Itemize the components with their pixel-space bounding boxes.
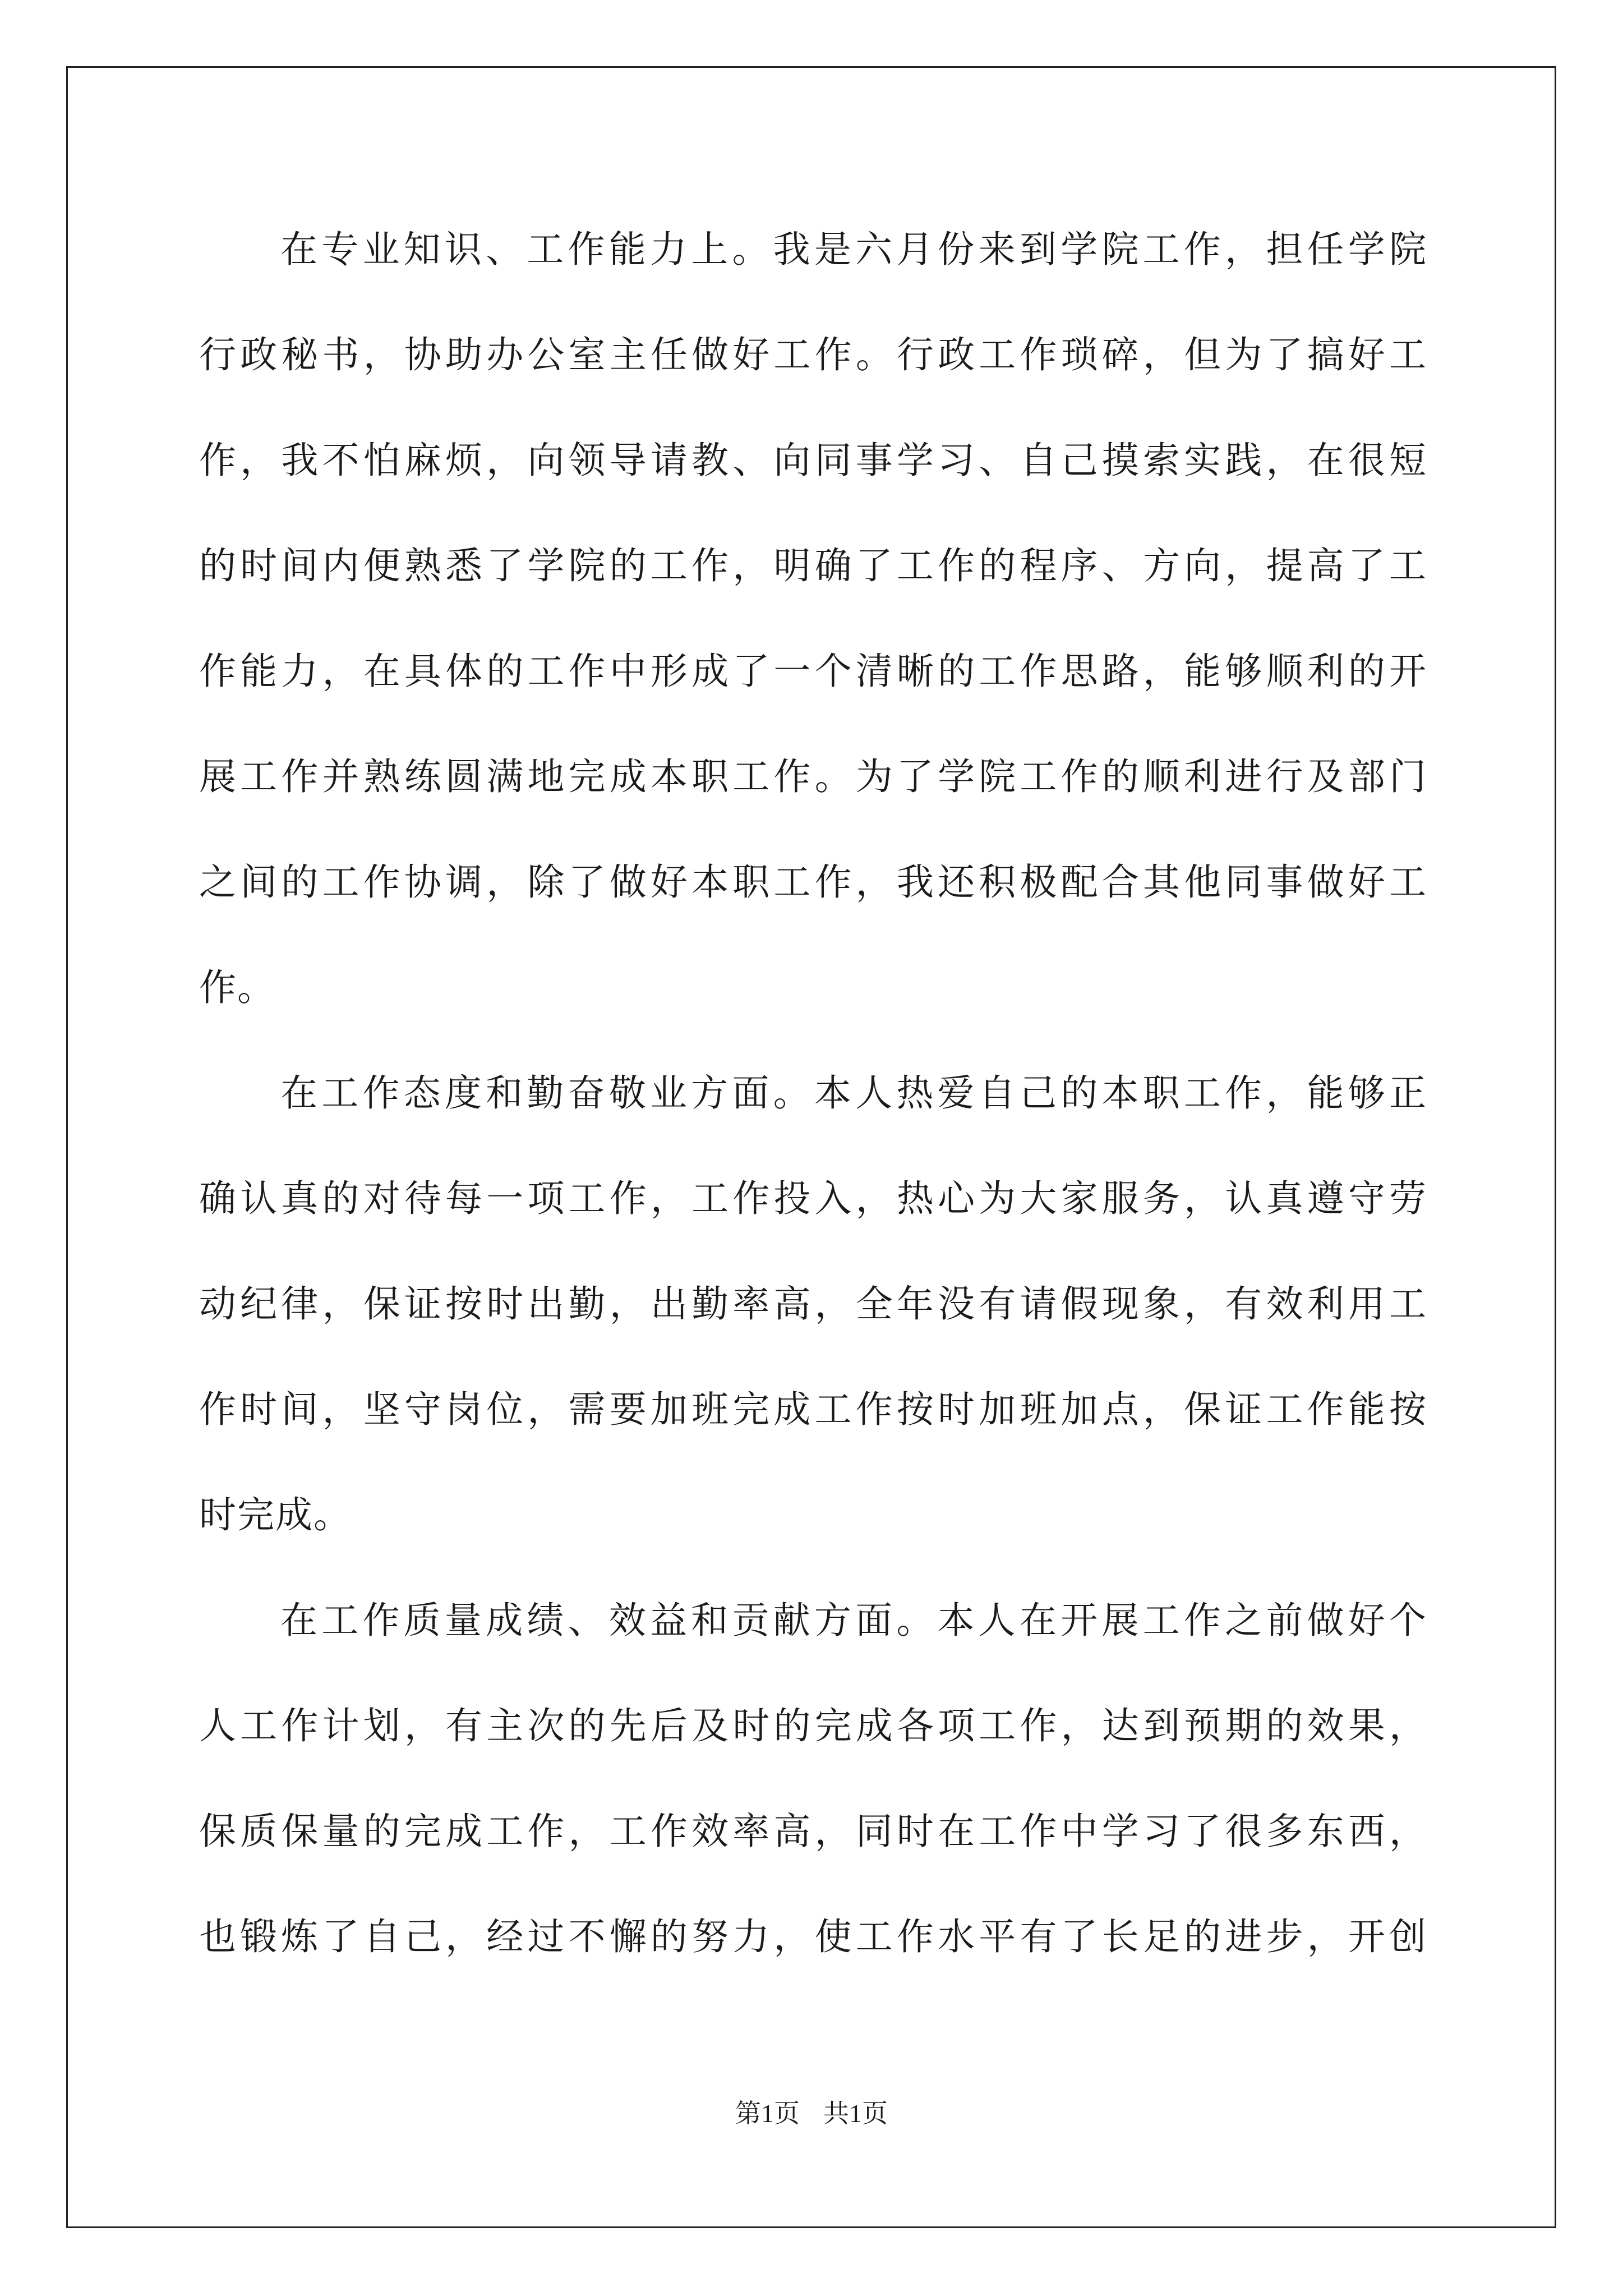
paragraph-1-line-5: 作能力，在具体的工作中形成了一个清晰的工作思路，能够顺利的开: [199, 650, 1427, 693]
paragraph-3-line-3: 保质保量的完成工作，工作效率高，同时在工作中学习了很多东西，: [199, 1810, 1427, 1853]
page-total: 共1页: [823, 2099, 888, 2128]
paragraph-1-line-6: 展工作并熟练圆满地完成本职工作。为了学院工作的顺利进行及部门: [199, 755, 1427, 798]
paragraph-1-line-1: 在专业知识、工作能力上。我是六月份来到学院工作，担任学院: [280, 228, 1427, 271]
paragraph-2-line-4: 作时间，坚守岗位，需要加班完成工作按时加班加点，保证工作能按: [199, 1388, 1427, 1431]
paragraph-3-line-1: 在工作质量成绩、效益和贡献方面。本人在开展工作之前做好个: [280, 1599, 1427, 1642]
paragraph-1-line-2: 行政秘书，协助办公室主任做好工作。行政工作琐碎，但为了搞好工: [199, 333, 1427, 376]
paragraph-1-line-7: 之间的工作协调，除了做好本职工作，我还积极配合其他同事做好工: [199, 861, 1427, 904]
paragraph-1-line-3: 作，我不怕麻烦，向领导请教、向同事学习、自己摸索实践，在很短: [199, 439, 1427, 482]
paragraph-2-line-3: 动纪律，保证按时出勤，出勤率高，全年没有请假现象，有效利用工: [199, 1282, 1427, 1326]
paragraph-1-line-4: 的时间内便熟悉了学院的工作，明确了工作的程序、方向，提高了工: [199, 544, 1427, 587]
paragraph-1-line-8: 作。: [199, 966, 275, 1009]
page-number: 第1页: [735, 2099, 800, 2128]
paragraph-2-line-1: 在工作态度和勤奋敬业方面。本人热爱自己的本职工作，能够正: [280, 1071, 1427, 1115]
paragraph-2-line-2: 确认真的对待每一项工作，工作投入，热心为大家服务，认真遵守劳: [199, 1177, 1427, 1220]
paragraph-2-line-5: 时完成。: [199, 1493, 352, 1536]
page-border: [66, 66, 1556, 2228]
paragraph-3-line-2: 人工作计划，有主次的先后及时的完成各项工作，达到预期的效果，: [199, 1704, 1427, 1747]
paragraph-3-line-4: 也锻炼了自己，经过不懈的努力，使工作水平有了长足的进步，开创: [199, 1915, 1427, 1958]
page-footer: [0, 2097, 1623, 2131]
